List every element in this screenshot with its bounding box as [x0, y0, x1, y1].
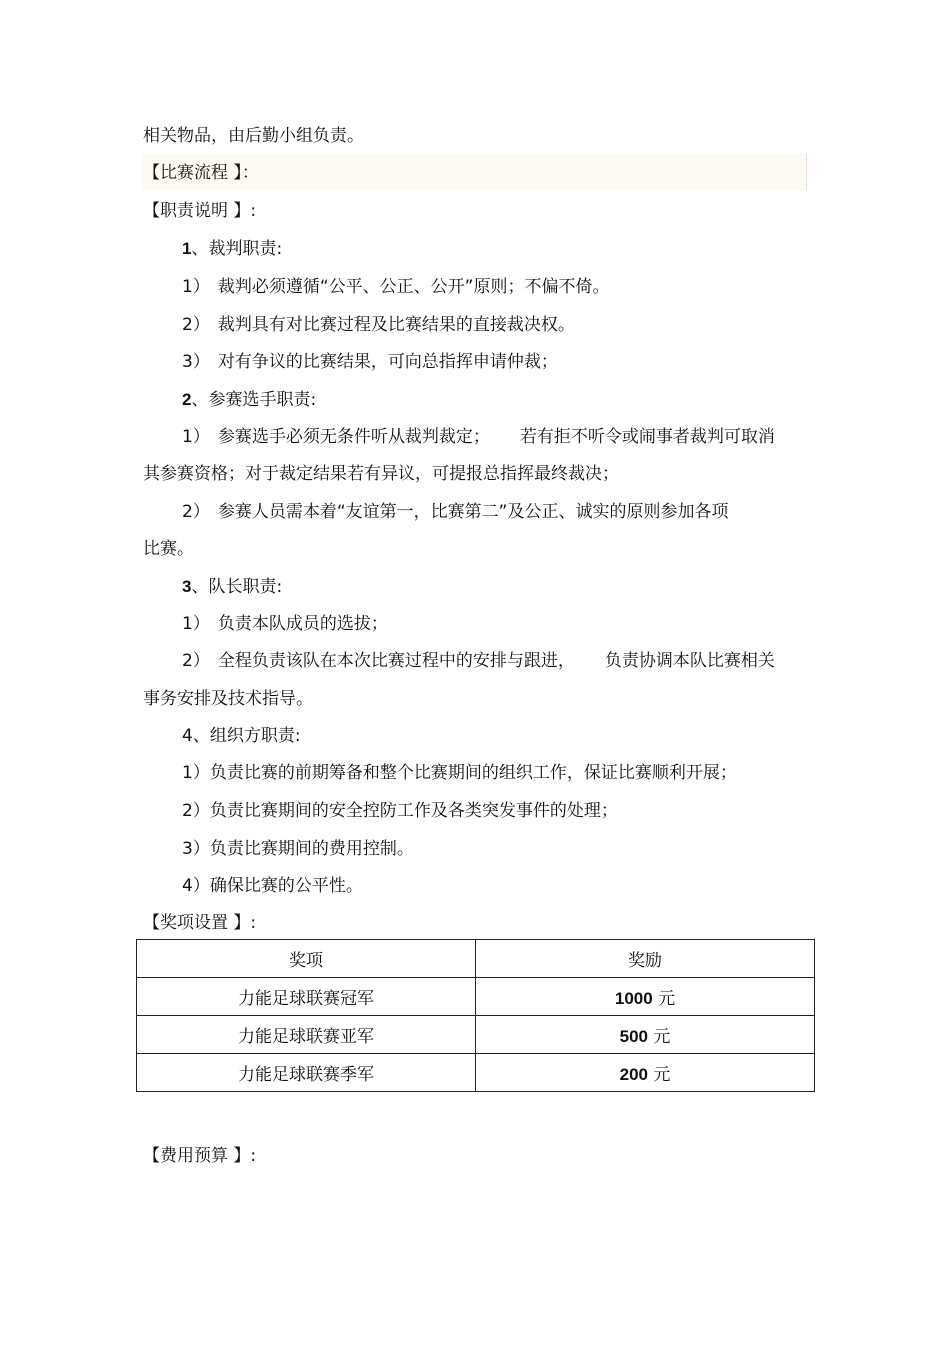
item-text: 负责本队成员的选拔； — [217, 614, 388, 634]
item-text: 参赛选手必须无条件听从裁判裁定； — [217, 427, 490, 447]
player-item-1-cont: 其参赛资格；对于裁定结果若有异议，可提报总指挥最终裁决； — [143, 464, 619, 484]
referee-item-2 — [182, 314, 575, 336]
award-reward — [476, 978, 815, 1016]
player-item-2-cont: 比赛。 — [143, 539, 194, 559]
section-title: 、裁判职责: — [191, 239, 283, 259]
reward-amount: 1000 — [614, 989, 653, 1008]
organizer-item-2: 2）负责比赛期间的安全控防工作及各类突发事件的处理； — [182, 801, 618, 821]
flow-heading: 【比赛流程 】： — [143, 163, 259, 183]
item-number: 1） — [182, 614, 210, 634]
organizer-item-3: 3）负责比赛期间的费用控制。 — [182, 839, 414, 859]
item-number: 2） — [182, 651, 210, 671]
section-referee-title — [182, 238, 282, 260]
item-text: 负责协调本队比赛相关 — [604, 651, 775, 671]
duty-heading: 【职责说明 】: — [143, 201, 257, 221]
item-text: 全程负责该队在本次比赛过程中的安排与跟进， — [217, 651, 575, 671]
player-item-1 — [182, 426, 775, 448]
referee-item-3 — [182, 351, 558, 373]
reward-unit: 元 — [653, 1065, 671, 1085]
table-row — [137, 1054, 815, 1092]
table-row — [137, 978, 815, 1016]
section-number: 1 — [182, 239, 192, 258]
player-item-2 — [182, 501, 728, 523]
reward-unit: 元 — [653, 1027, 671, 1047]
item-text: 裁判具有对比赛过程及比赛结果的直接裁决权。 — [217, 315, 575, 335]
item-text: 若有拒不听令或闹事者裁判可取消 — [519, 427, 775, 447]
captain-item-1 — [182, 613, 388, 635]
section-number: 2 — [182, 390, 192, 409]
item-number: 1） — [182, 277, 210, 297]
reward-amount: 500 — [619, 1027, 648, 1046]
section-captain-title — [182, 576, 282, 598]
captain-item-2-cont: 事务安排及技术指导。 — [143, 689, 313, 709]
captain-item-2 — [182, 650, 775, 672]
reward-unit: 元 — [658, 989, 676, 1009]
section-title: 、参赛选手职责: — [191, 390, 317, 410]
award-reward — [476, 1054, 815, 1092]
continuation-text: 相关物品，由后勤小组负责。 — [143, 126, 364, 146]
item-number: 3） — [182, 352, 210, 372]
organizer-item-4: 4）确保比赛的公平性。 — [182, 876, 363, 896]
header-reward: 奖励 — [476, 940, 815, 978]
table-header-row — [137, 940, 815, 978]
referee-item-1 — [182, 276, 609, 298]
table-row — [137, 1016, 815, 1054]
item-number: 2） — [182, 502, 210, 522]
section-number: 3 — [182, 577, 192, 596]
award-name: 力能足球联赛冠军 — [137, 978, 476, 1016]
item-text: 参赛人员需本着“友谊第一，比赛第二”及公正、诚实的原则参加各项 — [217, 502, 729, 522]
organizer-item-1: 1）负责比赛的前期筹备和整个比赛期间的组织工作，保证比赛顺利开展； — [182, 763, 737, 783]
award-name: 力能足球联赛季军 — [137, 1054, 476, 1092]
budget-heading: 【费用预算 】: — [143, 1146, 257, 1166]
section-title: 、队长职责: — [191, 577, 283, 597]
header-award: 奖项 — [137, 940, 476, 978]
section-player-title — [182, 389, 316, 411]
awards-table — [136, 939, 815, 1092]
award-heading: 【奖项设置 】: — [143, 913, 257, 933]
item-text: 对有争议的比赛结果，可向总指挥申请仲裁； — [217, 352, 558, 372]
award-reward — [476, 1016, 815, 1054]
item-text: 裁判必须遵循“公平、公正、公开”原则；不偏不倚。 — [217, 277, 610, 297]
section-organizer-title: 4、组织方职责: — [182, 726, 301, 746]
item-number: 1） — [182, 427, 210, 447]
award-name: 力能足球联赛亚军 — [137, 1016, 476, 1054]
reward-amount: 200 — [619, 1065, 648, 1084]
item-number: 2） — [182, 315, 210, 335]
